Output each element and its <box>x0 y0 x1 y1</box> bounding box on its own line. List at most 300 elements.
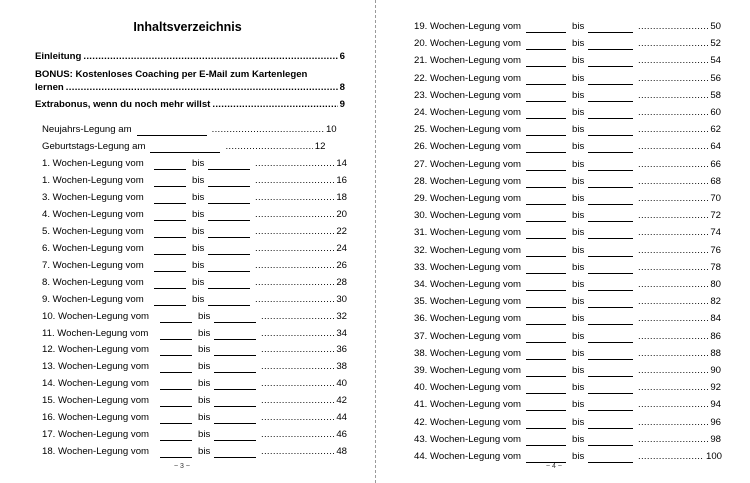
week-label: 22. Wochen-Legung vom <box>414 72 522 84</box>
toc-page-number: 72 <box>710 210 721 222</box>
week-label: 14. Wochen-Legung vom <box>42 378 150 390</box>
date-to-blank <box>208 228 250 238</box>
toc-entry-week[interactable] <box>414 37 721 50</box>
bis-label: bis <box>572 107 585 118</box>
toc-page-number: 58 <box>710 89 721 101</box>
bis-label: bis <box>192 225 205 237</box>
toc-page-number: 28 <box>336 276 347 288</box>
bis-label: bis <box>198 412 211 424</box>
toc-entry-week[interactable] <box>414 175 721 188</box>
week-label: 16. Wochen-Legung vom <box>42 412 150 424</box>
toc-entry-week[interactable] <box>414 192 721 205</box>
date-from-blank <box>526 178 566 188</box>
toc-entry-week[interactable] <box>42 445 347 458</box>
date-from-blank <box>526 298 566 308</box>
date-to-blank <box>208 245 250 255</box>
date-from-blank <box>526 195 566 205</box>
date-from-blank <box>526 333 566 343</box>
bis-label: bis <box>572 347 585 359</box>
dot-leader <box>261 328 335 340</box>
bis-label: bis <box>192 174 205 186</box>
toc-page-number: 82 <box>710 296 721 308</box>
toc-page-number: 68 <box>710 175 721 187</box>
dot-leader <box>261 395 335 407</box>
date-to-blank <box>214 346 256 356</box>
bis-label: bis <box>572 330 585 342</box>
toc-entry-week[interactable] <box>414 347 721 360</box>
date-from-blank <box>526 315 566 325</box>
week-label: 40. Wochen-Legung vom <box>414 382 522 394</box>
week-label: 19. Wochen-Legung vom <box>414 21 522 32</box>
toc-entry-week[interactable] <box>414 226 721 239</box>
date-to-blank <box>588 75 633 85</box>
toc-page-number: 8 <box>339 82 345 93</box>
date-from-blank <box>154 211 186 221</box>
toc-entry-week[interactable] <box>42 327 347 340</box>
toc-entry-week[interactable] <box>414 72 721 85</box>
date-from-blank <box>154 279 186 289</box>
toc-entry-week[interactable] <box>414 123 721 136</box>
date-to-blank <box>588 350 633 360</box>
date-from-blank <box>154 262 186 272</box>
date-from-blank <box>160 363 192 373</box>
dot-leader <box>638 21 708 33</box>
date-from-blank <box>154 228 186 238</box>
toc-entry-week[interactable] <box>414 158 721 171</box>
date-to-blank <box>588 264 633 274</box>
toc-entry-week[interactable] <box>42 157 347 170</box>
week-label: 24. Wochen-Legung vom <box>414 107 522 118</box>
toc-entry-week[interactable] <box>42 242 347 255</box>
toc-page-number: 66 <box>710 158 721 170</box>
dot-leader <box>261 361 335 373</box>
date-to-blank <box>214 397 256 407</box>
date-to-blank <box>588 57 633 67</box>
week-label: 11. Wochen-Legung vom <box>42 327 149 339</box>
toc-entry-special[interactable] <box>42 123 337 136</box>
bis-label: bis <box>572 279 585 290</box>
bis-label: bis <box>192 208 205 220</box>
week-label: 5. Wochen-Legung vom <box>42 225 144 237</box>
bis-label: bis <box>198 446 211 458</box>
date-from-blank <box>160 330 192 340</box>
toc-page-number: 94 <box>710 399 721 411</box>
toc-page-number: 38 <box>336 361 347 373</box>
toc-entry-week[interactable] <box>42 276 347 289</box>
week-label: 26. Wochen-Legung vom <box>414 141 522 153</box>
bis-label: bis <box>572 21 585 32</box>
toc-page-number: 24 <box>336 242 347 254</box>
toc-page-number: 74 <box>710 227 721 239</box>
date-to-blank <box>208 279 250 289</box>
week-label: 10. Wochen-Legung vom <box>42 310 150 322</box>
bis-label: bis <box>572 158 585 170</box>
dot-leader <box>638 193 708 205</box>
dot-leader <box>225 141 313 153</box>
week-label: 25. Wochen-Legung vom <box>414 124 522 136</box>
toc-page-number: 60 <box>710 107 721 118</box>
toc-page-number: 100 <box>705 451 722 462</box>
dot-leader <box>638 38 708 50</box>
date-to-blank <box>208 177 250 187</box>
toc-page-number: 78 <box>710 261 721 273</box>
toc-entry-text: Neujahrs-Legung am <box>42 124 132 135</box>
week-label: 7. Wochen-Legung vom <box>42 259 144 271</box>
toc-page-number: 52 <box>710 38 721 50</box>
toc-entry-week[interactable] <box>414 20 721 33</box>
toc-entry-week[interactable] <box>42 343 347 356</box>
date-from-blank <box>154 177 186 187</box>
date-to-blank <box>588 315 633 325</box>
toc-entry-week[interactable] <box>42 259 347 272</box>
toc-page-number: 96 <box>710 416 721 428</box>
dot-leader <box>638 382 708 394</box>
date-from-blank <box>526 212 566 222</box>
dot-leader <box>212 124 325 136</box>
toc-page-number: 64 <box>710 141 721 153</box>
dot-leader <box>638 159 708 171</box>
toc-entry-week[interactable] <box>42 377 347 390</box>
bis-label: bis <box>572 296 585 308</box>
bis-label: bis <box>198 378 211 390</box>
toc-page-number: 32 <box>336 310 347 322</box>
dot-leader <box>255 192 335 204</box>
bis-label: bis <box>572 416 585 428</box>
toc-page-number: 22 <box>336 225 347 237</box>
date-from-blank <box>526 453 566 463</box>
dot-leader <box>255 277 335 289</box>
dot-leader <box>638 399 708 411</box>
bis-label: bis <box>572 175 585 187</box>
toc-page-number: 14 <box>336 158 347 169</box>
week-label: 1. Wochen-Legung vom <box>42 158 144 169</box>
bis-label: bis <box>572 365 585 376</box>
date-to-blank <box>214 431 256 441</box>
toc-page-number: 26 <box>336 259 347 271</box>
week-label: 34. Wochen-Legung vom <box>414 279 522 290</box>
bis-label: bis <box>198 395 211 407</box>
toc-entry-week[interactable] <box>42 394 347 407</box>
dot-leader <box>212 98 337 111</box>
bis-label: bis <box>192 191 205 203</box>
toc-page-number: 18 <box>336 191 347 203</box>
toc-entry-week[interactable] <box>414 398 721 411</box>
date-from-blank <box>526 40 566 50</box>
toc-entry-week[interactable] <box>414 330 721 343</box>
bis-label: bis <box>192 259 205 271</box>
week-label: 21. Wochen-Legung vom <box>414 55 522 67</box>
toc-entry-week[interactable] <box>42 428 347 441</box>
week-label: 27. Wochen-Legung vom <box>414 158 522 170</box>
week-label: 18. Wochen-Legung vom <box>42 446 150 458</box>
date-blank <box>150 143 220 153</box>
week-label: 31. Wochen-Legung vom <box>414 227 522 239</box>
toc-page-number: 54 <box>710 55 721 67</box>
dot-leader <box>255 226 335 238</box>
date-to-blank <box>214 380 256 390</box>
toc-page-number: 46 <box>336 429 347 441</box>
week-label: 4. Wochen-Legung vom <box>42 208 144 220</box>
dot-leader <box>255 243 335 255</box>
bis-label: bis <box>572 124 585 136</box>
toc-page-number: 56 <box>710 72 721 84</box>
date-to-blank <box>588 367 633 377</box>
dot-leader <box>638 210 708 222</box>
dot-leader <box>255 294 335 306</box>
date-from-blank <box>154 194 186 204</box>
week-label: 32. Wochen-Legung vom <box>414 244 522 256</box>
week-label: 33. Wochen-Legung vom <box>414 261 522 273</box>
toc-page-number: 16 <box>336 174 347 186</box>
toc-page-number: 44 <box>336 412 347 424</box>
dot-leader <box>638 176 708 188</box>
page-footer: ~ 4 ~ <box>546 463 562 470</box>
toc-page-number: 20 <box>336 208 347 220</box>
toc-entry-week[interactable] <box>414 140 721 153</box>
date-from-blank <box>526 57 566 67</box>
dot-leader <box>261 378 335 390</box>
toc-title: Inhaltsverzeichnis <box>133 20 242 34</box>
date-from-blank <box>160 397 192 407</box>
bis-label: bis <box>572 399 585 411</box>
week-label: 38. Wochen-Legung vom <box>414 347 522 359</box>
toc-page-number: 76 <box>710 244 721 256</box>
date-to-blank <box>588 109 633 119</box>
dot-leader <box>638 348 708 360</box>
week-label: 12. Wochen-Legung vom <box>42 344 150 356</box>
toc-entry-week[interactable] <box>414 433 721 446</box>
toc-entry-week[interactable] <box>414 312 721 325</box>
bis-label: bis <box>572 244 585 256</box>
toc-page-number: 9 <box>339 99 345 110</box>
bis-label: bis <box>192 242 205 254</box>
date-from-blank <box>160 448 192 458</box>
week-label: 6. Wochen-Legung vom <box>42 242 144 254</box>
date-to-blank <box>588 298 633 308</box>
date-to-blank <box>588 401 633 411</box>
toc-entry-text: Einleitung <box>35 51 82 62</box>
week-label: 15. Wochen-Legung vom <box>42 395 150 407</box>
date-to-blank <box>588 453 633 463</box>
dot-leader <box>638 245 708 257</box>
dot-leader <box>638 451 704 463</box>
bis-label: bis <box>572 433 585 445</box>
date-to-blank <box>588 161 633 171</box>
dot-leader <box>261 446 335 458</box>
dot-leader <box>255 158 335 170</box>
date-to-blank <box>588 281 633 291</box>
bis-label: bis <box>192 158 205 169</box>
date-from-blank <box>154 296 186 306</box>
week-label: 35. Wochen-Legung vom <box>414 296 522 308</box>
toc-entry-week[interactable] <box>414 295 721 308</box>
bis-label: bis <box>572 261 585 273</box>
week-label: 44. Wochen-Legung vom <box>414 451 522 462</box>
dot-leader <box>83 50 337 63</box>
dot-leader <box>261 311 335 323</box>
dot-leader <box>638 434 708 446</box>
date-from-blank <box>160 313 192 323</box>
toc-entry-week[interactable] <box>42 360 347 373</box>
date-to-blank <box>214 414 256 424</box>
date-from-blank <box>526 436 566 446</box>
dot-leader <box>638 279 708 291</box>
date-to-blank <box>588 23 633 33</box>
week-label: 9. Wochen-Legung vom <box>42 293 144 305</box>
date-from-blank <box>526 367 566 377</box>
toc-entry-week[interactable] <box>414 364 721 377</box>
toc-page-number: 42 <box>336 395 347 407</box>
toc-entry-week[interactable] <box>42 225 347 238</box>
week-label: 17. Wochen-Legung vom <box>42 429 150 441</box>
date-to-blank <box>208 262 250 272</box>
toc-entry-special[interactable] <box>42 140 325 153</box>
dot-leader <box>261 412 335 424</box>
week-label: 8. Wochen-Legung vom <box>42 276 144 288</box>
week-label: 43. Wochen-Legung vom <box>414 433 522 445</box>
dot-leader <box>261 429 335 441</box>
date-from-blank <box>526 143 566 153</box>
week-label: 20. Wochen-Legung vom <box>414 38 522 50</box>
date-from-blank <box>526 401 566 411</box>
week-label: 42. Wochen-Legung vom <box>414 416 522 428</box>
bis-label: bis <box>572 89 585 101</box>
date-from-blank <box>526 229 566 239</box>
bis-label: bis <box>198 327 211 339</box>
toc-page-number: 84 <box>710 313 721 325</box>
date-from-blank <box>160 414 192 424</box>
dot-leader <box>638 262 708 274</box>
dot-leader <box>261 344 335 356</box>
toc-page-number: 30 <box>336 293 347 305</box>
toc-entry-extrabonus[interactable] <box>35 98 345 111</box>
toc-page-number: 6 <box>339 51 345 62</box>
dot-leader <box>638 313 708 325</box>
toc-entry-week[interactable] <box>414 89 721 102</box>
bis-label: bis <box>572 193 585 204</box>
toc-entry-week[interactable] <box>414 244 721 257</box>
date-from-blank <box>526 126 566 136</box>
toc-entry-week[interactable] <box>414 450 722 463</box>
dot-leader <box>638 55 708 67</box>
date-to-blank <box>588 247 633 257</box>
dot-leader <box>638 90 708 102</box>
toc-entry-week[interactable] <box>414 381 721 394</box>
toc-entry-week[interactable] <box>42 174 347 187</box>
date-from-blank <box>526 161 566 171</box>
bis-label: bis <box>198 310 211 322</box>
toc-page-number: 62 <box>710 124 721 136</box>
dot-leader <box>638 227 708 239</box>
dot-leader <box>66 81 338 94</box>
toc-entry-week[interactable] <box>42 310 347 323</box>
dot-leader <box>255 260 335 272</box>
date-from-blank <box>526 109 566 119</box>
date-to-blank <box>214 330 256 340</box>
date-from-blank <box>160 380 192 390</box>
toc-entry-week[interactable] <box>42 191 347 204</box>
date-from-blank <box>160 431 192 441</box>
toc-entry-week[interactable] <box>414 278 721 291</box>
date-from-blank <box>160 346 192 356</box>
date-from-blank <box>526 281 566 291</box>
bis-label: bis <box>572 141 585 153</box>
toc-page-number: 40 <box>336 378 347 390</box>
toc-page-number: 98 <box>710 433 721 445</box>
toc-entry-week[interactable] <box>42 293 347 306</box>
bis-label: bis <box>572 227 585 239</box>
bis-label: bis <box>572 451 585 462</box>
toc-entry-week[interactable] <box>414 54 721 67</box>
date-to-blank <box>214 448 256 458</box>
dot-leader <box>638 331 708 343</box>
date-from-blank <box>154 245 186 255</box>
date-from-blank <box>154 160 186 170</box>
date-from-blank <box>526 75 566 85</box>
week-label: 23. Wochen-Legung vom <box>414 89 522 101</box>
toc-page-number: 90 <box>710 365 721 376</box>
toc-page-number: 50 <box>710 21 721 32</box>
toc-page-number: 36 <box>336 344 347 356</box>
page-footer: ~ 3 ~ <box>174 463 190 470</box>
toc-page-number: 70 <box>710 193 721 204</box>
bis-label: bis <box>572 382 585 394</box>
date-to-blank <box>208 194 250 204</box>
week-label: 36. Wochen-Legung vom <box>414 313 522 325</box>
week-label: 29. Wochen-Legung vom <box>414 193 522 204</box>
week-label: 3. Wochen-Legung vom <box>42 191 144 203</box>
toc-page-number: 92 <box>710 382 721 394</box>
date-to-blank <box>588 333 633 343</box>
dot-leader <box>638 73 708 85</box>
toc-entry-week[interactable] <box>414 261 721 274</box>
date-to-blank <box>208 211 250 221</box>
toc-entry-week[interactable] <box>42 208 347 221</box>
toc-entry-text: BONUS: Kostenloses Coaching per E-Mail zum Kartenlegen <box>35 69 308 80</box>
toc-entry-week[interactable] <box>414 106 721 119</box>
bis-label: bis <box>198 429 211 441</box>
dot-leader <box>638 417 708 429</box>
right-page <box>376 0 750 483</box>
week-label: 30. Wochen-Legung vom <box>414 210 522 222</box>
toc-page-number: 86 <box>710 330 721 342</box>
toc-entry-week[interactable] <box>42 411 347 424</box>
date-from-blank <box>526 384 566 394</box>
date-to-blank <box>588 143 633 153</box>
toc-entry-text: Extrabonus, wenn du noch mehr willst <box>35 99 211 110</box>
dot-leader <box>638 107 708 119</box>
toc-page-number: 80 <box>710 279 721 290</box>
date-to-blank <box>588 384 633 394</box>
date-to-blank <box>588 126 633 136</box>
toc-page-number: 10 <box>325 124 337 135</box>
date-to-blank <box>588 419 633 429</box>
week-label: 39. Wochen-Legung vom <box>414 365 522 376</box>
week-label: 1. Wochen-Legung vom <box>42 174 144 186</box>
date-blank <box>137 126 207 136</box>
bis-label: bis <box>198 361 211 373</box>
toc-entry-week[interactable] <box>414 209 721 222</box>
toc-page-number: 48 <box>336 446 347 458</box>
toc-entry-bonus[interactable] <box>35 68 345 94</box>
week-label: 37. Wochen-Legung vom <box>414 330 522 342</box>
date-to-blank <box>588 436 633 446</box>
week-label: 28. Wochen-Legung vom <box>414 175 522 187</box>
date-to-blank <box>588 40 633 50</box>
toc-entry-einleitung[interactable] <box>35 50 345 63</box>
toc-entry-week[interactable] <box>414 416 721 429</box>
toc-page-number: 88 <box>710 347 721 359</box>
